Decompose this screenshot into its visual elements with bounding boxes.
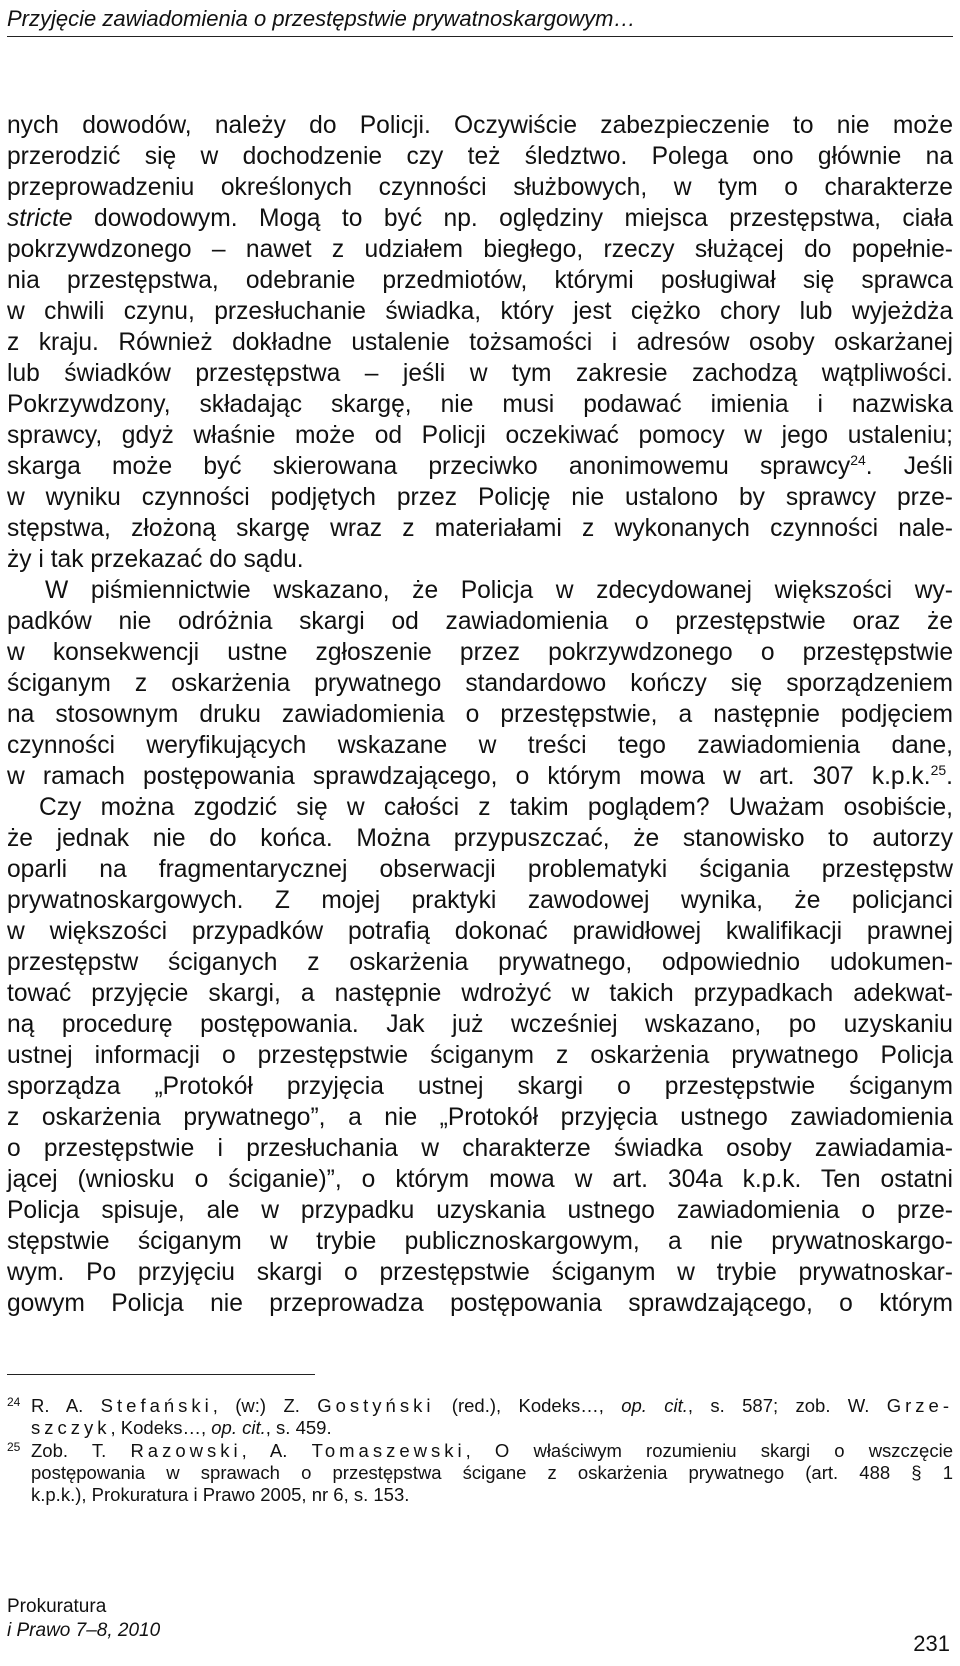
- footnote-25: [7, 1440, 953, 1506]
- text-line-stricte: [7, 203, 953, 234]
- footnote-text: , A.: [241, 1440, 312, 1461]
- text-line: pokrzywdzonego – nawet z udziałem biegłego, rzeczy służącej do popełnie-: [7, 236, 953, 263]
- paragraph-start: Czy można zgodzić się w całości z takim poglądem? Uważam osobiście,: [39, 794, 953, 821]
- text-line: czynności weryfikujących wskazane w treści tego zawiadomienia dane,: [7, 732, 953, 759]
- footnote-text: , s. 587; zob. W.: [687, 1395, 887, 1416]
- citation-abbrev: op. cit.: [211, 1417, 266, 1438]
- text-line: oparli na fragmentarycznej obserwacji problematyki ścigania przestępstw: [7, 856, 953, 883]
- text-line: w konsekwencji ustne zgłoszenie przez pokrzywdzonego o przestępstwie: [7, 639, 953, 666]
- author-name: Gostyński: [317, 1395, 435, 1416]
- footnote-24: [7, 1395, 953, 1439]
- line-tail: . Jeśli: [865, 453, 953, 480]
- footnote-number: 25: [7, 1440, 21, 1454]
- text-line: wym. Po przyjęciu skargi o przestępstwie ściganym w trybie prywatnoskar-: [7, 1259, 953, 1286]
- footnote-line: [31, 1417, 953, 1439]
- footnote-text: Zob. T.: [31, 1440, 131, 1461]
- footnote-text: , Kodeks…,: [110, 1417, 212, 1438]
- footnote-separator: [7, 1374, 315, 1375]
- text-line: o przestępstwie i przesłuchania w charakterze świadka osoby zawiadamia-: [7, 1135, 953, 1162]
- text-line: z oskarżenia prywatnego”, a nie „Protokół przyjęcia ustnego zawiadomienia: [7, 1104, 953, 1131]
- author-name: Grze-: [886, 1395, 953, 1416]
- text-line-with-footnote-ref: [7, 451, 953, 482]
- footnotes: [7, 1395, 953, 1506]
- text-line: gowym Policja nie przeprowadza postępowania sprawdzającego, o którym: [7, 1290, 953, 1317]
- text-line: stępstwie ściganym w trybie publicznoskargowym, a nie prywatnoskargo-: [7, 1228, 953, 1255]
- text-line: przestępstw ściganych z oskarżenia prywatnego, odpowiednio udokumen-: [7, 949, 953, 976]
- line-text: skarga może być skierowana przeciwko anonimowemu sprawcy: [7, 453, 851, 480]
- footnote-ref-24: 24: [850, 452, 866, 468]
- text-line: lub świadków przestępstwa – jeśli w tym zakresie zachodzą wątpliwości.: [7, 360, 953, 387]
- page-number: 231: [913, 1631, 950, 1656]
- text-line: przerodzić się w dochodzenie czy też śledztwo. Polega ono głównie na: [7, 143, 953, 170]
- footnote-text: , O właściwym rozumieniu skargi o wszczęcie: [465, 1440, 953, 1461]
- text-line-with-footnote-ref: [7, 761, 953, 792]
- text-line: Pokrzywdzony, składając skargę, nie musi podawać imienia i nazwiska: [7, 391, 953, 418]
- main-text: [7, 110, 953, 1319]
- footnote-line: postępowania w sprawach o przestępstwa ścigane z oskarżenia prywatnego (art. 488 § 1: [31, 1462, 953, 1483]
- text-line: ną procedurę postępowania. Jak już wcześniej wskazano, po uzyskaniu: [7, 1011, 953, 1038]
- text-line: przeprowadzeniu określonych czynności służbowych, w tym o charakterze: [7, 174, 953, 201]
- citation-abbrev: op. cit.: [621, 1395, 688, 1416]
- line-tail: .: [946, 763, 953, 790]
- running-header: Przyjęcie zawiadomienia o przestępstwie prywatnoskargowym…: [7, 6, 953, 37]
- author-name: Razowski: [130, 1440, 242, 1461]
- paragraph-start: W piśmiennictwie wskazano, że Policja w zdecydowanej większości wy-: [45, 577, 953, 604]
- text-line: ży i tak przekazać do sądu.: [7, 546, 304, 573]
- text-line: sprawcy, gdyż właśnie może od Policji oczekiwać pomocy w jego ustaleniu;: [7, 422, 953, 449]
- text-line: prywatnoskargowych. Z mojej praktyki zawodowej wynika, że policjanci: [7, 887, 953, 914]
- text-line: że jednak nie do końca. Można przypuszczać, że stanowisko to autorzy: [7, 825, 953, 852]
- text-line: ustnej informacji o przestępstwie ściganym z oskarżenia prywatnego Policja: [7, 1042, 953, 1069]
- footnote-line: [31, 1395, 953, 1417]
- footnote-number: 24: [7, 1395, 21, 1409]
- footnote-ref-25: 25: [930, 762, 947, 778]
- text-line: nych dowodów, należy do Policji. Oczywiście zabezpieczenie to nie może: [7, 112, 953, 139]
- footnote-text: R. A.: [31, 1395, 101, 1416]
- author-name: Stefański: [100, 1395, 213, 1416]
- text-line: w chwili czynu, przesłuchanie świadka, który jest ciężko chory lub wyjeżdża: [7, 298, 953, 325]
- text-line: jącej (wniosku o ściganie)”, o którym mowa w art. 304a k.p.k. Ten ostatni: [7, 1166, 953, 1193]
- text-line: w większości przypadków potrafią dokonać prawidłowej kwalifikacji prawnej: [7, 918, 953, 945]
- footnote-line: [31, 1440, 953, 1462]
- text-line: tować przyjęcie skargi, a następnie wdrożyć w takich przypadkach adekwat-: [7, 980, 953, 1007]
- text-line: stępstwa, złożoną skargę wraz z materiałami z wykonanych czynności nale-: [7, 515, 953, 542]
- line-text: w ramach postępowania sprawdzającego, o którym mowa w art. 307 k.p.k.: [7, 763, 931, 790]
- author-name: szczyk: [31, 1417, 111, 1438]
- footnote-line: k.p.k.), Prokuratura i Prawo 2005, nr 6, s. 153.: [31, 1484, 410, 1505]
- journal-name: Prokuratura: [7, 1596, 107, 1617]
- publication-info: [7, 1595, 160, 1643]
- text-line: sporządza „Protokół przyjęcia ustnej skargi o przestępstwie ściganym: [7, 1073, 953, 1100]
- line-rest: dowodowym. Mogą to być np. oględziny miejsca przestępstwa, ciała: [72, 205, 953, 232]
- footnote-text: (red.), Kodeks…,: [434, 1395, 622, 1416]
- text-line: w wyniku czynności podjętych przez Policję nie ustalono by sprawcy prze-: [7, 484, 953, 511]
- text-line: padków nie odróżnia skargi od zawiadomienia o przestępstwie oraz że: [7, 608, 953, 635]
- footnote-text: , (w:) Z.: [212, 1395, 318, 1416]
- text-line: na stosownym druku zawiadomienia o przestępstwie, a następnie podjęciem: [7, 701, 953, 728]
- text-line: z kraju. Również dokładne ustalenie tożsamości i adresów osoby oskarżanej: [7, 329, 953, 356]
- text-line: nia przestępstwa, odebranie przedmiotów, którymi posługiwał się sprawca: [7, 267, 953, 294]
- text-line: ściganym z oskarżenia prywatnego standardowo kończy się sporządzeniem: [7, 670, 953, 697]
- journal-issue: i Prawo 7–8, 2010: [7, 1620, 161, 1641]
- author-name: Tomaszewski: [311, 1440, 466, 1461]
- italic-term: stricte: [7, 205, 73, 232]
- footnote-text: , s. 459.: [265, 1417, 332, 1438]
- text-line: Policja spisuje, ale w przypadku uzyskania ustnego zawiadomienia o prze-: [7, 1197, 953, 1224]
